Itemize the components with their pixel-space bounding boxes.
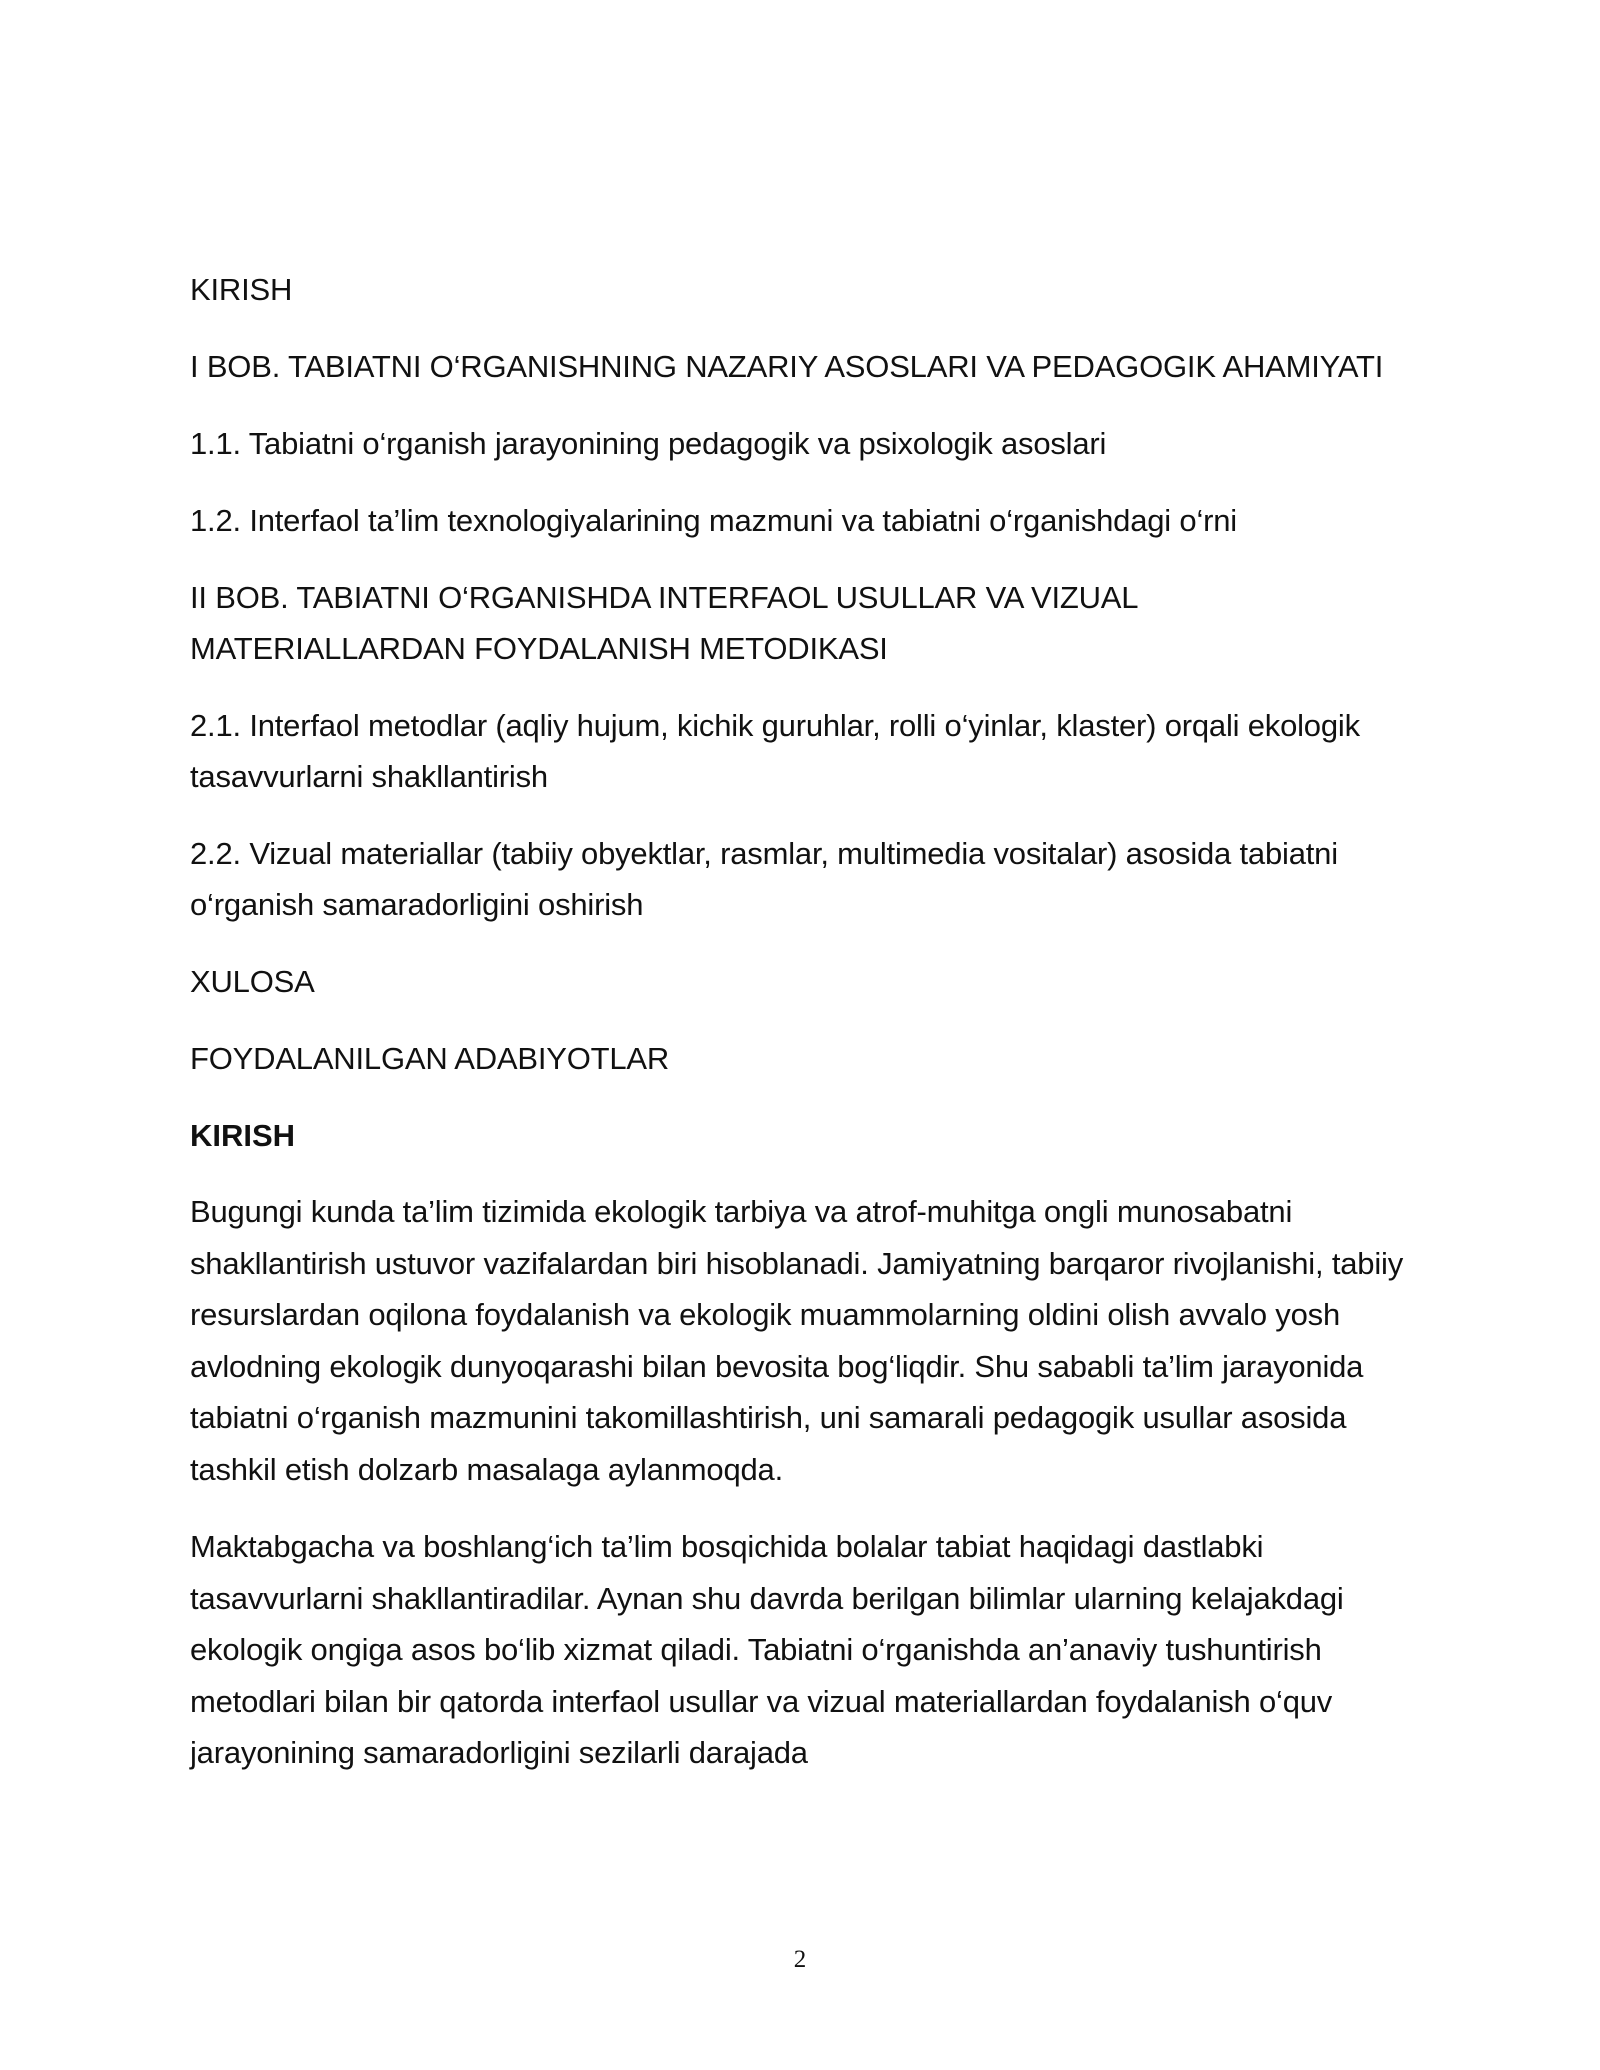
toc-entry-section-1-2: 1.2. Interfaol ta’lim texnologiyalarining mazmuni va tabiatni o‘rganishdagi o‘rni: [190, 503, 1237, 538]
toc-entry-chapter-1: I BOB. TABIATNI O‘RGANISHNING NAZARIY ASOSLARI VA PEDAGOGIK AHAMIYATI: [190, 349, 1384, 384]
section-heading: KIRISH: [190, 1118, 296, 1153]
body-paragraph-1: Bugungi kunda ta’lim tizimida ekologik tarbiya va atrof-muhitga ongli munosabatni shakllantirish ustuvor vazifalardan biri hisoblanadi. Jamiyatning barqaror rivojlanishi, tabiiy resurslardan oqilona foydalanish va ekologik muammolarning oldini olish avvalo yosh avlodning ekologik dunyoqarashi bilan bevosita bog‘liqdir. Shu sababli ta’lim jarayonida tabiatni o‘rganish mazmunini takomillashtirish, uni samarali pedagogik usullar asosida tashkil etish dolzarb masalaga aylanmoqda.: [190, 1194, 1403, 1487]
body-paragraph-2: Maktabgacha va boshlang‘ich ta’lim bosqichida bolalar tabiat haqidagi dastlabki tasavvurlarni shakllantiradilar. Aynan shu davrda berilgan bilimlar ularning kelajakdagi ekologik ongiga asos bo‘lib xizmat qiladi. Tabiatni o‘rganishda an’anaviy tushuntirish metodlari bilan bir qatorda interfaol usullar va vizual materiallardan foydalanish o‘quv jarayonining samaradorligini sezilarli darajada: [190, 1529, 1344, 1770]
toc-entry-section-1-1: 1.1. Tabiatni o‘rganish jarayonining pedagogik va psixologik asoslari: [190, 426, 1107, 461]
table-of-contents: [190, 264, 1415, 1084]
toc-entry-introduction: KIRISH: [190, 272, 293, 307]
page-number: 2: [793, 1946, 807, 1973]
toc-entry-section-2-2: 2.2. Vizual materiallar (tabiiy obyektlar, rasmlar, multimedia vositalar) asosida tabiatni o‘rganish samaradorligini oshirish: [190, 836, 1338, 922]
toc-entry-conclusion: XULOSA: [190, 964, 315, 999]
toc-entry-section-2-1: 2.1. Interfaol metodlar (aqliy hujum, kichik guruhlar, rolli o‘yinlar, klaster) orqali ekologik tasavvurlarni shakllantirish: [190, 708, 1360, 794]
page-content: [190, 264, 1415, 1805]
toc-entry-chapter-2: II BOB. TABIATNI O‘RGANISHDA INTERFAOL USULLAR VA VIZUAL MATERIALLARDAN FOYDALANISH METODIKASI: [190, 580, 1138, 666]
toc-entry-references: FOYDALANILGAN ADABIYOTLAR: [190, 1041, 670, 1076]
